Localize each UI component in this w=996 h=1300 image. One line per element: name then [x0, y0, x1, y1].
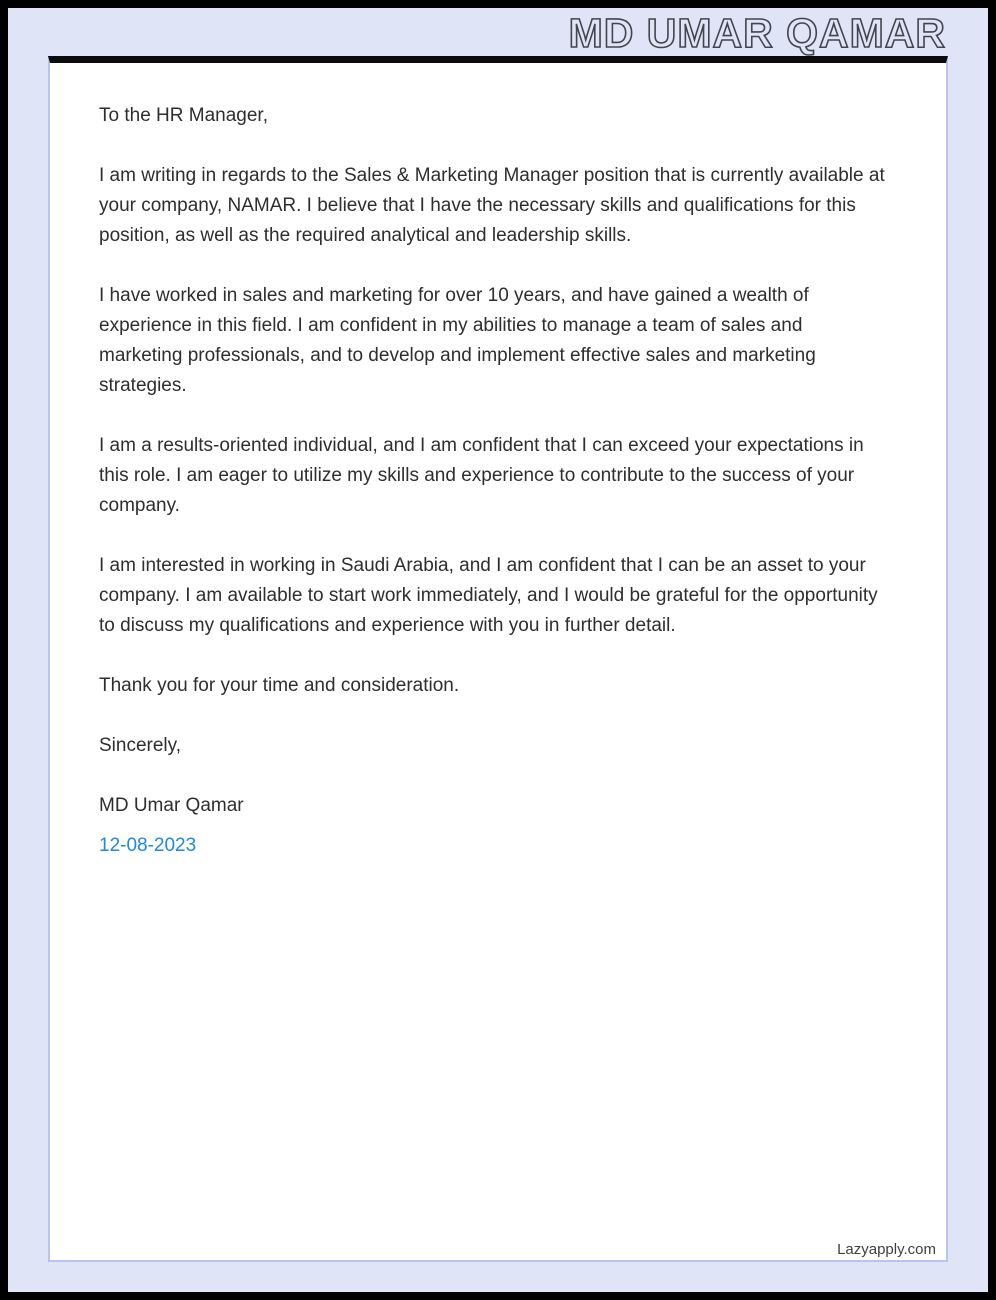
letter-body	[99, 101, 888, 861]
sign-off-line: Sincerely,	[99, 735, 182, 756]
footer-brand-link[interactable]: Lazyapply.com	[837, 1241, 936, 1258]
signature-name: MD Umar Qamar	[99, 795, 244, 816]
paragraph-results: I am a results-oriented individual, and I am confident that I can exceed your expectations in this role. I am eager to utilize my skills and experience to contribute to the success of your company.	[99, 435, 864, 516]
greeting-line: To the HR Manager,	[99, 105, 268, 126]
document-background	[8, 8, 988, 1292]
paragraph-experience: I have worked in sales and marketing for over 10 years, and have gained a wealth of experience in this field. I am confident in my abilities to manage a team of sales and marketing professionals, and to develop and implement effective sales and marketing strategies.	[99, 285, 816, 396]
letter-page	[48, 56, 948, 1262]
letterhead-name: MD UMAR QAMAR	[568, 10, 946, 56]
paragraph-intro: I am writing in regards to the Sales & Marketing Manager position that is currently available at your company, NAMAR. I believe that I have the necessary skills and qualifications for this position, as well as the required analytical and leadership skills.	[99, 165, 885, 246]
letter-date-link[interactable]: 12-08-2023	[99, 835, 197, 856]
paragraph-availability: I am interested in working in Saudi Arabia, and I am confident that I can be an asset to your company. I am available to start work immediately, and I would be grateful for the opportunity to discuss my qualifications and experience with you in further detail.	[99, 555, 878, 636]
thanks-line: Thank you for your time and consideration.	[99, 675, 460, 696]
